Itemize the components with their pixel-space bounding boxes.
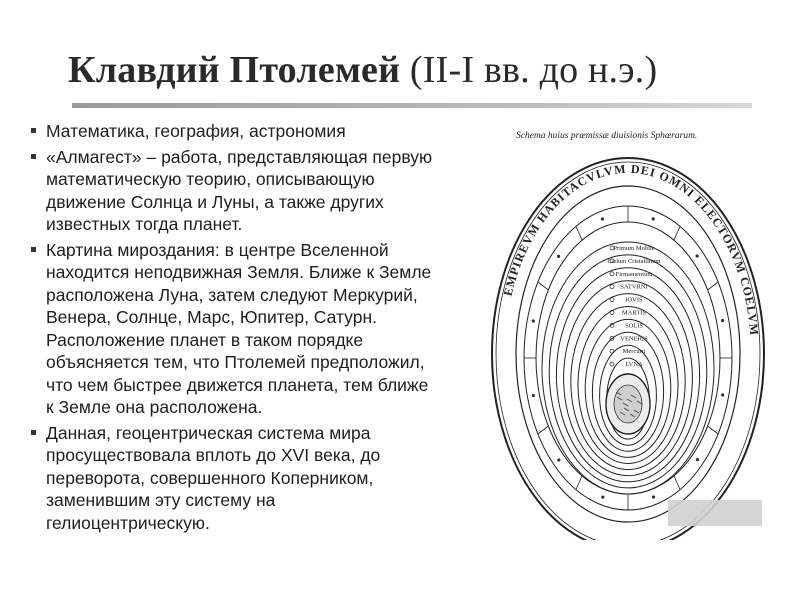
- zodiac-sign-mark: [721, 319, 724, 322]
- planet-symbol: [610, 349, 614, 353]
- bullet-text-line: Расположение планет в таком порядке: [46, 329, 364, 350]
- zodiac-sign-mark: [652, 217, 655, 220]
- title-main: Клавдий Птолемей: [68, 49, 401, 91]
- bullet-list: [30, 120, 478, 537]
- bullet-marker: [31, 430, 36, 435]
- bullet-text-line: переворота, совершенного Коперником,: [46, 467, 374, 488]
- title-dates: (II-I вв. до н.э.): [400, 49, 658, 91]
- slide-title: [68, 48, 657, 92]
- bullet-text-line: математическую теорию, описывающую: [46, 169, 375, 189]
- sphere-label: MARTIS: [621, 309, 647, 317]
- planet-symbol: [610, 362, 614, 366]
- bullet-text-line: расположена Луна, затем следуют Меркурий,: [46, 284, 418, 305]
- zodiac-sign-mark: [601, 496, 604, 499]
- title-underline: [72, 103, 752, 108]
- zodiac-sign-mark: [532, 319, 535, 322]
- sphere-label: VENERIS: [620, 335, 648, 343]
- bullet-text-line: объясняется тем, что Птолемей предположил,: [46, 352, 425, 372]
- zodiac-sign-mark: [652, 495, 655, 498]
- zodiac-divider: [576, 476, 582, 490]
- diagram-caption: Schema huius præmissæ diuisionis Sphærarum.: [516, 131, 698, 141]
- bullet-text-line: просуществовала вплоть до XVI века, до: [46, 445, 381, 465]
- bullet-text-line: движение Солнца и Луны, а также других: [46, 191, 384, 212]
- zodiac-divider: [538, 282, 548, 290]
- sphere-label: Firmamentum: [615, 270, 653, 278]
- zodiac-divider: [708, 426, 718, 434]
- zodiac-sign-mark: [601, 217, 604, 220]
- bullet-text-line: Данная, геоцентрическая система мира: [46, 422, 371, 443]
- bullet-item: [30, 422, 478, 535]
- bullet-text-line: Картина мироздания: в центре Вселенной: [46, 239, 389, 260]
- zodiac-sign-mark: [557, 458, 560, 461]
- planet-symbol: [610, 311, 614, 315]
- zodiac-divider: [538, 426, 548, 434]
- bullet-text-line: «Алмагест» – работа, представляющая первую: [46, 146, 433, 167]
- bullet-item: [30, 146, 478, 236]
- bullet-text-line: заменившим эту систему на: [46, 490, 276, 510]
- zodiac-divider: [708, 282, 718, 290]
- earth-core: [614, 385, 642, 423]
- planet-symbol: [610, 272, 614, 276]
- bullet-text-line: находится неподвижная Земля. Ближе к Земле: [46, 262, 432, 282]
- zodiac-divider: [576, 226, 582, 240]
- bullet-marker: [31, 154, 36, 159]
- zodiac-divider: [674, 226, 680, 240]
- bullet-text-line: к Земле она расположена.: [46, 397, 263, 417]
- sphere-label: IOVIS: [625, 296, 643, 304]
- outer-ring-inscription: EMPIREVM HABITACVLVM DEI OMNI ELECTORVM COELVM: [500, 161, 762, 337]
- diagram-svg: [480, 128, 780, 540]
- sphere-label: SATVRNI: [620, 283, 648, 291]
- sphere-label: Primum Mobile: [613, 245, 655, 252]
- sphere-label: LVNA: [625, 361, 643, 369]
- zodiac-sign-mark: [696, 458, 699, 461]
- bullet-marker: [31, 128, 36, 133]
- bullet-text-line: Венера, Солнце, Марс, Юпитер, Сатурн.: [46, 307, 377, 327]
- watermark-block: [668, 500, 762, 526]
- ptolemaic-diagram: [480, 128, 780, 540]
- bullet-text-line: известных тогда планет.: [46, 214, 243, 234]
- sphere-label: Mercurii: [622, 348, 646, 356]
- planet-symbol: [610, 285, 614, 289]
- planet-symbol: [610, 298, 614, 302]
- zodiac-sign-mark: [721, 393, 724, 396]
- bullet-marker: [31, 247, 36, 252]
- bullet-item: [30, 239, 478, 419]
- bullet-text-line: гелиоцентрическую.: [46, 512, 210, 533]
- bullet-item: [30, 120, 478, 143]
- sphere-label: Cælum Cristallinum: [607, 257, 661, 265]
- zodiac-sign-mark: [532, 394, 535, 397]
- bullet-text-line: что чем быстрее движется планета, тем ближе: [46, 374, 429, 395]
- zodiac-divider: [674, 476, 680, 490]
- zodiac-sign-mark: [557, 255, 560, 258]
- sphere-label: SOLIS: [624, 322, 644, 330]
- zodiac-sign-mark: [696, 254, 699, 257]
- bullet-text-line: Математика, география, астрономия: [46, 121, 346, 141]
